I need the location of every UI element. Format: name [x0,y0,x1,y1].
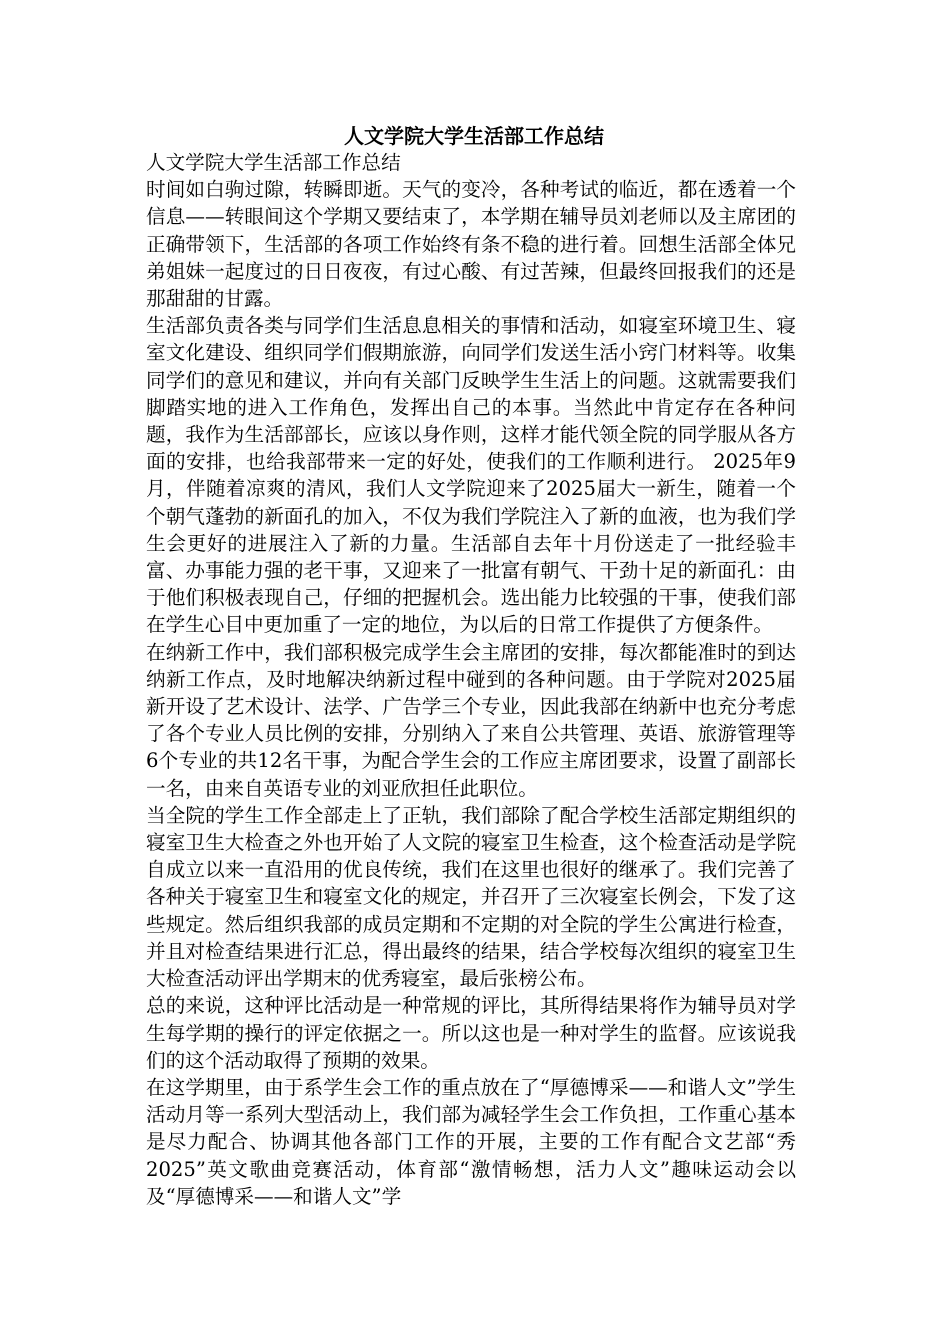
body-paragraph: 生活部负责各类与同学们生活息息相关的事情和活动，如寝室环境卫生、寝室文化建设、组织同学们假期旅游，向同学们发送生活小窍门材料等。收集同学们的意见和建议，并向有关部门反映学生生活上的问题。这就需要我们脚踏实地的进入工作角色，发挥出自己的本事。当然此中肯定存在各种问题，我作为生活部部长，应该以身作则，这样才能代领全院的同学服从各方面的安排，也给我部带来一定的好处，使我们的工作顺利进行。 2025年9月，伴随着凉爽的清风，我们人文学院迎来了2025届大一新生，随着一个个朝气蓬勃的新面孔的加入，不仅为我们学院注入了新的血液，也为我们学生会更好的进展注入了新的力量。生活部自去年十月份送走了一批经验丰富、办事能力强的老干事，又迎来了一批富有朝气、干劲十足的新面孔：由于他们积极表现自己，仔细的把握机会。选出能力比较强的干事，使我们部在学生心目中更加重了一定的地位，为以后的日常工作提供了方便条件。 [146,314,796,637]
body-paragraph: 时间如白驹过隙，转瞬即逝。天气的变冷，各种考试的临近，都在透着一个信息——转眼间这个学期又要结束了，本学期在辅导员刘老师以及主席团的正确带领下，生活部的各项工作始终有条不稳的进行着。回想生活部全体兄弟姐妹一起度过的日日夜夜，有过心酸、有过苦辣，但最终回报我们的还是那甜甜的甘露。 [146,178,796,311]
subtitle-paragraph: 人文学院大学生活部工作总结 [146,151,401,174]
document-body [146,149,796,1210]
body-paragraph: 总的来说，这种评比活动是一种常规的评比，其所得结果将作为辅导员对学生每学期的操行的评定依据之一。所以这也是一种对学生的监督。应该说我们的这个活动取得了预期的效果。 [146,994,796,1072]
document-title: 人文学院大学生活部工作总结 [344,124,604,148]
body-paragraph: 当全院的学生工作全部走上了正轨，我们部除了配合学校生活部定期组织的寝室卫生大检查之外也开始了人文院的寝室卫生检查，这个检查活动是学院自成立以来一直沿用的优良传统，我们在这里也很好的继承了。我们完善了各种关于寝室卫生和寝室文化的规定，并召开了三次寝室长例会，下发了这些规定。然后组织我部的成员定期和不定期的对全院的学生公寓进行检查，并且对检查结果进行汇总，得出最终的结果，结合学校每次组织的寝室卫生大检查活动评出学期末的优秀寝室，最后张榜公布。 [146,803,796,991]
body-paragraph: 在纳新工作中，我们部积极完成学生会主席团的安排，每次都能准时的到达纳新工作点，及时地解决纳新过程中碰到的各种问题。由于学院对2025届新开设了艺术设计、法学、广告学三个专业，因此我部在纳新中也充分考虑了各个专业人员比例的安排，分别纳入了来自公共管理、英语、旅游管理等6个专业的共12名干事，为配合学生会的工作应主席团要求，设置了副部长一名，由来自英语专业的刘亚欣担任此职位。 [146,640,796,800]
body-paragraph: 在这学期里，由于系学生会工作的重点放在了“厚德博采——和谐人文”学生活动月等一系列大型活动上，我们部为减轻学生会工作负担，工作重心基本是尽力配合、协调其他各部门工作的开展，主要的工作有配合文艺部“秀2025”英文歌曲竞赛活动，体育部“激情畅想，活力人文”趣味运动会以及“厚德博采——和谐人文”学 [146,1075,796,1208]
